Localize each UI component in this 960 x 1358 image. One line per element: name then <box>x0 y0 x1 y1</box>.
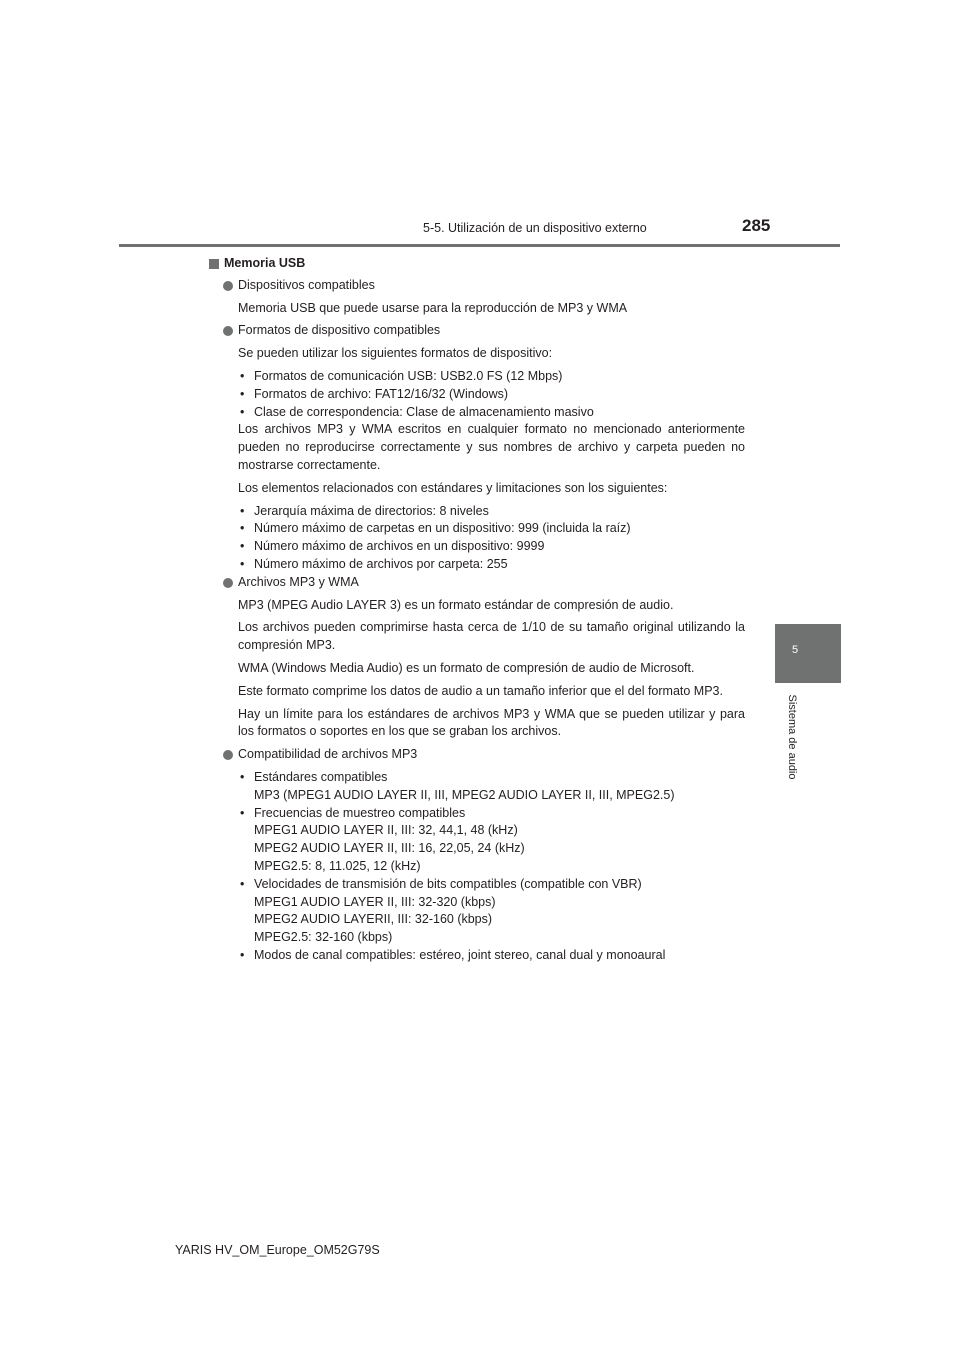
bullet-heading <box>223 746 745 764</box>
section-title: Memoria USB <box>224 256 306 270</box>
circle-bullet-icon <box>223 326 233 336</box>
paragraph: Los archivos pueden comprimirse hasta cerca de 1/10 de su tamaño original utilizando la compresión MP3. <box>238 620 745 653</box>
list-item <box>238 876 745 947</box>
bullet-heading <box>223 574 745 592</box>
list-item: • Número máximo de archivos por carpeta: 255 <box>238 556 745 574</box>
circle-bullet-icon <box>223 281 233 291</box>
list-item: • Jerarquía máxima de directorios: 8 niveles <box>238 503 745 521</box>
sub-list <box>238 368 745 421</box>
page-content <box>209 255 745 965</box>
list-item-label: • Estándares compatibles <box>254 769 388 784</box>
sub-list <box>238 769 745 965</box>
list-item-label: • Velocidades de transmisión de bits compatibles (compatible con VBR) <box>254 876 642 891</box>
paragraph: Este formato comprime los datos de audio a un tamaño inferior que el del formato MP3. <box>238 683 723 698</box>
list-item: • Número máximo de carpetas en un dispositivo: 999 (incluida la raíz) <box>238 520 745 538</box>
bullet-title: Compatibilidad de archivos MP3 <box>238 747 418 762</box>
list-item-line: MPEG2 AUDIO LAYERII, III: 32-160 (kbps) <box>254 912 493 927</box>
list-item: • Formatos de comunicación USB: USB2.0 FS (12 Mbps) <box>238 368 745 386</box>
paragraph: WMA (Windows Media Audio) es un formato de compresión de audio de Microsoft. <box>238 660 695 675</box>
list-item-line: MPEG2.5: 8, 11.025, 12 (kHz) <box>254 858 421 873</box>
chapter-tab-number: 5 <box>791 644 799 656</box>
square-bullet-icon <box>209 259 219 269</box>
header-rule <box>119 244 840 247</box>
list-item-label: • Modos de canal compatibles: estéreo, joint stereo, canal dual y monoaural <box>254 947 666 962</box>
list-item <box>238 769 745 805</box>
list-item-line: MPEG2.5: 32-160 (kbps) <box>254 930 393 945</box>
header-title: 5-5. Utilización de un dispositivo externo <box>423 221 647 235</box>
bullet-heading <box>223 322 745 340</box>
bullet-title: Formatos de dispositivo compatibles <box>238 323 441 338</box>
paragraph: Se pueden utilizar los siguientes formatos de dispositivo: <box>238 346 553 361</box>
list-item: • Número máximo de archivos en un dispositivo: 9999 <box>238 538 745 556</box>
paragraph: MP3 (MPEG Audio LAYER 3) es un formato estándar de compresión de audio. <box>238 597 674 612</box>
list-item <box>238 947 745 965</box>
paragraph: Hay un límite para los estándares de archivos MP3 y WMA que se pueden utilizar y para los formatos o soportes en los que se graban los archivos. <box>238 706 745 739</box>
section-heading <box>209 255 745 273</box>
bullet-title: Dispositivos compatibles <box>238 277 375 292</box>
page-number: 285 <box>742 216 771 235</box>
list-item-line: MPEG1 AUDIO LAYER II, III: 32, 44,1, 48 (kHz) <box>254 823 518 838</box>
list-item: • Clase de correspondencia: Clase de almacenamiento masivo <box>238 404 745 422</box>
paragraph: Los archivos MP3 y WMA escritos en cualquier formato no mencionado anteriormente pueden no reproducirse correctamente y sus nombres de archivo y carpeta pueden no mostrarse correctamente. <box>238 422 745 472</box>
paragraph: Los elementos relacionados con estándares y limitaciones son los siguientes: <box>238 480 668 495</box>
bullet-heading <box>223 277 745 295</box>
footer-document-code: YARIS HV_OM_Europe_OM52G79S <box>175 1243 380 1257</box>
paragraph: Memoria USB que puede usarse para la reproducción de MP3 y WMA <box>238 300 628 315</box>
circle-bullet-icon <box>223 578 233 588</box>
bullet-title: Archivos MP3 y WMA <box>238 574 359 589</box>
sub-list <box>238 503 745 574</box>
list-item-line: MPEG1 AUDIO LAYER II, III: 32-320 (kbps) <box>254 894 496 909</box>
circle-bullet-icon <box>223 750 233 760</box>
list-item-line: MP3 (MPEG1 AUDIO LAYER II, III, MPEG2 AUDIO LAYER II, III, MPEG2.5) <box>254 787 675 802</box>
list-item: • Formatos de archivo: FAT12/16/32 (Windows) <box>238 386 745 404</box>
list-item-line: MPEG2 AUDIO LAYER II, III: 16, 22,05, 24 (kHz) <box>254 841 525 856</box>
list-item-label: • Frecuencias de muestreo compatibles <box>254 805 466 820</box>
list-item <box>238 805 745 876</box>
chapter-tab-label: Sistema de audio <box>786 694 798 780</box>
